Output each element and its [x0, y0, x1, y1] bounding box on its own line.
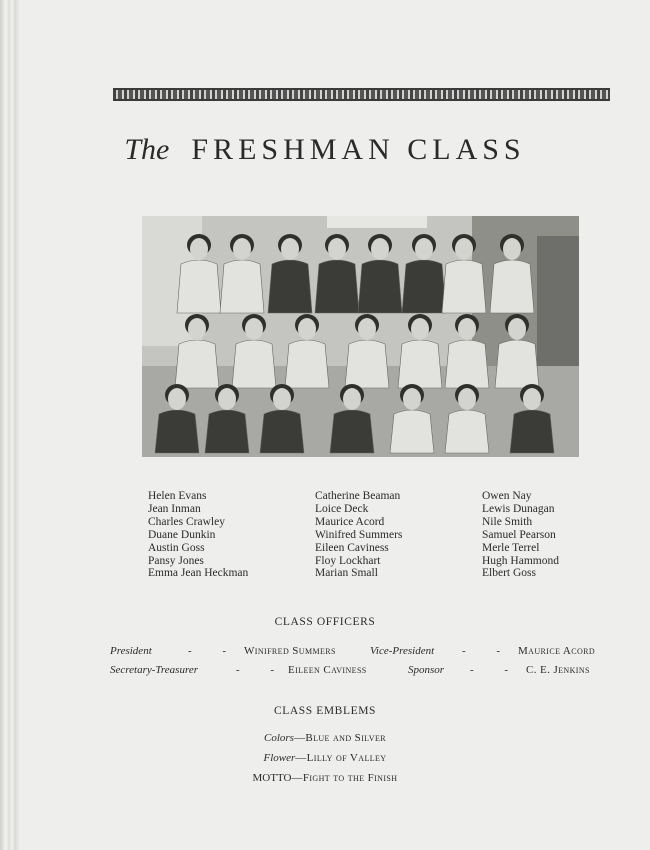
- page-title: [0, 133, 650, 167]
- student-name: Charles Crawley: [148, 515, 225, 528]
- colors-line: [0, 732, 650, 744]
- student-name: Austin Goss: [148, 541, 205, 554]
- separator: - -: [188, 645, 241, 657]
- names-column-2: [315, 490, 402, 580]
- student-name: Pansy Jones: [148, 554, 204, 567]
- student-name: Maurice Acord: [315, 515, 385, 528]
- flower-line: [0, 752, 650, 764]
- names-column-3: [482, 490, 559, 580]
- book-binding-edge: [0, 0, 26, 850]
- vice-president-label: Vice-President: [370, 645, 435, 657]
- officers-heading: CLASS OFFICERS: [274, 616, 376, 628]
- photo-illustration: [142, 216, 579, 457]
- secretary-name: Eileen Caviness: [288, 664, 367, 676]
- flower-value: —Lilly of Valley: [295, 752, 387, 764]
- student-name: Hugh Hammond: [482, 554, 559, 567]
- separator: - -: [470, 664, 523, 676]
- student-name: Duane Dunkin: [148, 528, 216, 541]
- title-prefix: The: [124, 133, 170, 166]
- student-name: Owen Nay: [482, 490, 532, 502]
- colors-value: —Blue and Silver: [293, 732, 387, 744]
- student-name: Catherine Beaman: [315, 490, 401, 502]
- separator: - -: [462, 645, 515, 657]
- motto-label: MOTTO: [252, 772, 292, 784]
- student-name: Jean Inman: [148, 502, 201, 515]
- colors-label: Colors: [263, 732, 294, 744]
- decorative-border: [113, 88, 610, 101]
- student-name: Merle Terrel: [482, 541, 540, 554]
- emblems-heading: CLASS EMBLEMS: [273, 705, 377, 717]
- title-main: FRESHMAN CLASS: [191, 133, 526, 166]
- motto-value: —Fight to the Finish: [291, 772, 398, 784]
- sponsor-label: Sponsor: [408, 664, 445, 676]
- secretary-label: Secretary-Treasurer: [110, 664, 198, 676]
- student-name: Elbert Goss: [482, 567, 536, 580]
- student-name: Emma Jean Heckman: [148, 567, 249, 580]
- president-label: President: [110, 645, 152, 657]
- separator: - -: [236, 664, 289, 676]
- class-group-photo: [142, 216, 579, 457]
- president-name: Winifred Summers: [244, 645, 336, 657]
- sponsor-name: C. E. Jenkins: [526, 664, 590, 676]
- student-name: Winifred Summers: [315, 528, 403, 541]
- student-name: Nile Smith: [482, 515, 533, 528]
- motto-line: [0, 772, 650, 784]
- student-name: Eileen Caviness: [315, 541, 389, 554]
- student-name: Loice Deck: [315, 502, 369, 515]
- names-column-1: [148, 490, 248, 580]
- student-name: Floy Lockhart: [315, 554, 381, 567]
- student-name: Marian Small: [315, 567, 378, 580]
- student-name: Samuel Pearson: [482, 528, 556, 541]
- student-name: Lewis Dunagan: [482, 502, 555, 515]
- student-name: Helen Evans: [148, 490, 207, 502]
- flower-label: Flower: [263, 752, 296, 764]
- vice-president-name: Maurice Acord: [518, 645, 596, 657]
